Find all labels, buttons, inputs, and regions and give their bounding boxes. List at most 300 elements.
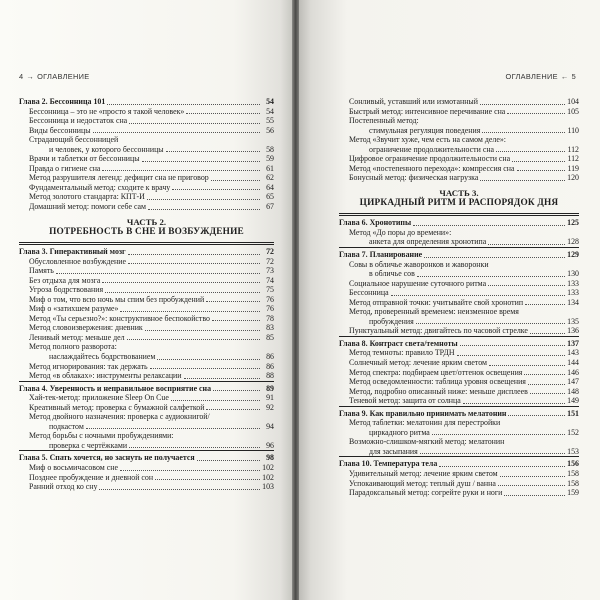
dot-leader — [489, 365, 565, 366]
toc-entry — [339, 488, 579, 498]
dot-leader — [530, 333, 565, 334]
entry-title: Солнечный метод: лечение ярким светом — [349, 357, 488, 367]
toc-entry — [339, 135, 579, 145]
entry-page-number: 128 — [567, 237, 579, 247]
entry-title: Глава 3. Гиперактивный мозг — [19, 246, 126, 256]
dot-leader — [102, 170, 260, 171]
toc-entry — [19, 183, 274, 193]
dot-leader — [148, 209, 260, 210]
dot-leader — [171, 400, 260, 401]
dot-leader — [524, 374, 565, 375]
chapter-rule — [339, 215, 579, 216]
entry-title: Успокаивающий метод: теплый душ / ванна — [349, 478, 496, 488]
entry-page-number: 76 — [266, 294, 274, 304]
left-page — [0, 0, 292, 600]
toc-entry — [19, 192, 274, 202]
dot-leader — [482, 132, 565, 133]
toc-chapter-entry — [339, 409, 579, 419]
dot-leader — [105, 292, 260, 293]
toc-entry-continuation — [339, 447, 579, 457]
dot-leader — [480, 104, 565, 105]
toc-entry-continuation — [339, 126, 579, 136]
toc-entry — [339, 358, 579, 368]
entry-title: Правда о гигиене сна — [29, 163, 101, 173]
entry-title: Глава 8. Контраст света/темноты — [339, 338, 458, 348]
toc-entry-continuation — [339, 145, 579, 155]
entry-title: пробуждения — [369, 316, 414, 326]
entry-page-number: 54 — [266, 97, 274, 106]
dot-leader — [172, 189, 260, 190]
entry-title: Глава 2. Бессонница 101 — [19, 97, 106, 106]
entry-page-number: 159 — [567, 488, 579, 498]
entry-title: Без отдыха для мозга — [29, 275, 101, 285]
toc-entry — [339, 107, 579, 117]
toc-entry-continuation — [19, 422, 274, 432]
chapter-rule — [19, 244, 274, 245]
dot-leader — [213, 390, 260, 391]
dot-leader — [417, 276, 565, 277]
toc-entry-continuation — [19, 441, 274, 451]
entry-title: Глава 5. Спать хочется, но заснуть не получается — [19, 453, 195, 463]
dot-leader — [145, 330, 260, 331]
dot-leader — [212, 320, 260, 321]
dot-leader — [155, 479, 260, 480]
entry-page-number: 92 — [266, 402, 274, 412]
chapter-rule — [339, 456, 579, 457]
entry-page-number: 129 — [567, 249, 579, 259]
entry-title: Метод «До поры до времени»: — [349, 227, 452, 237]
entry-page-number: 105 — [567, 106, 579, 116]
toc-entry — [339, 387, 579, 397]
entry-page-number: 72 — [266, 256, 274, 266]
entry-title: Цифровое ограничение продолжительности сна — [349, 154, 511, 164]
entry-page-number: 133 — [567, 278, 579, 288]
entry-title: Постепенный метод: — [349, 116, 419, 126]
toc-entry — [339, 437, 579, 447]
entry-page-number: 54 — [266, 106, 274, 116]
toc-entry — [19, 473, 274, 483]
toc-entry — [339, 326, 579, 336]
entry-title: Метод спектра: подбираем цвет/оттенок освещения — [349, 367, 523, 377]
entry-title: Позднее пробуждение и дневной сон — [29, 472, 154, 482]
entry-page-number: 61 — [266, 163, 274, 173]
toc-entry — [19, 202, 274, 212]
toc-entry — [19, 482, 274, 492]
dot-leader — [99, 489, 260, 490]
dot-leader — [460, 345, 565, 346]
toc-entry — [19, 323, 274, 333]
toc-chapter-entry — [19, 97, 274, 107]
arrow-left-icon: ← — [560, 72, 569, 81]
entry-page-number: 144 — [567, 357, 579, 367]
entry-title: наслаждайтесь бодрствованием — [49, 351, 156, 361]
entry-page-number: 65 — [266, 192, 274, 202]
dot-leader — [480, 180, 565, 181]
entry-title: Глава 6. Хронотипы — [339, 218, 412, 228]
running-title-right: ОГЛАВЛЕНИЕ — [505, 72, 558, 81]
dot-leader — [507, 113, 565, 114]
entry-title: Метод, подробно описанный ниже: меньше дисплеев — [349, 386, 528, 396]
toc-entry — [339, 377, 579, 387]
entry-page-number: 149 — [567, 396, 579, 406]
toc-entry — [19, 403, 274, 413]
dot-leader — [166, 151, 260, 152]
running-title-left: ОГЛАВЛЕНИЕ — [37, 72, 90, 81]
part-rule — [339, 213, 579, 214]
entry-title: в обличье сов — [369, 269, 415, 279]
entry-title: Память — [29, 266, 54, 276]
dot-leader — [129, 123, 260, 124]
dot-leader — [211, 180, 260, 181]
dot-leader — [56, 273, 260, 274]
entry-title: циркадного ритма — [369, 427, 430, 437]
entry-title: Глава 10. Температура тела — [339, 459, 438, 469]
toc-entry-continuation — [339, 269, 579, 279]
entry-title: Креативный метод: проверка с бумажной салфеткой — [29, 402, 205, 412]
entry-page-number: 146 — [567, 367, 579, 377]
toc-entry — [339, 173, 579, 183]
entry-title: Бессонница и недостаток сна — [29, 116, 128, 126]
toc-chapter-entry — [19, 453, 274, 463]
toc-entry — [339, 279, 579, 289]
toc-entry — [339, 228, 579, 238]
chapter-rule — [339, 336, 579, 337]
entry-page-number: 151 — [567, 408, 579, 418]
entry-title: Глава 7. Планирование — [339, 249, 423, 259]
toc-entry — [19, 173, 274, 183]
entry-title: Метод двойного назначения: проверка с аудиокнигой/ — [29, 412, 210, 422]
toc-entry — [339, 307, 579, 317]
toc-entry — [19, 107, 274, 117]
dot-leader — [488, 285, 565, 286]
dot-leader — [463, 403, 565, 404]
dot-leader — [206, 409, 260, 410]
entry-title: Страдающий бессонницей — [29, 135, 119, 145]
toc-entry — [339, 396, 579, 406]
toc-entry — [19, 463, 274, 473]
toc-right — [339, 97, 579, 498]
entry-page-number: 76 — [266, 304, 274, 314]
entry-title: Метод отправной точки: учитывайте свой хронотип — [349, 297, 524, 307]
entry-title: анкета для определения хронотипа — [369, 237, 487, 247]
entry-title: Возможно-слишком-мягкий метод: мелатонин — [349, 437, 505, 447]
entry-page-number: 72 — [266, 246, 274, 256]
entry-title: стимульная регуляция поведения — [369, 125, 481, 135]
toc-entry — [339, 154, 579, 164]
part-title: ЦИРКАДНЫЙ РИТМ И РАСПОРЯДОК ДНЯ — [359, 198, 559, 209]
dot-leader — [525, 304, 565, 305]
entry-page-number: 104 — [567, 97, 579, 106]
dot-leader — [496, 151, 565, 152]
toc-entry — [19, 135, 274, 145]
page-number-right: 5 — [571, 72, 576, 81]
entry-page-number: 64 — [266, 182, 274, 192]
entry-page-number: 59 — [266, 154, 274, 164]
dot-leader — [86, 428, 260, 429]
entry-page-number: 78 — [266, 313, 274, 323]
entry-page-number: 125 — [567, 218, 579, 228]
toc-entry — [19, 116, 274, 126]
entry-title: Ранний отход ко сну — [29, 482, 98, 492]
dot-leader — [457, 355, 565, 356]
chapter-rule — [339, 406, 579, 407]
dot-leader — [102, 282, 260, 283]
entry-title: Сонливый, уставший или измотанный — [349, 97, 478, 106]
chapter-rule — [339, 247, 579, 248]
entry-page-number: 85 — [266, 332, 274, 342]
part-label: ЧАСТЬ 3. — [439, 187, 479, 198]
entry-page-number: 58 — [266, 144, 274, 154]
entry-title: Метод осведомленности: таблица уровня освещения — [349, 377, 526, 387]
toc-entry — [339, 348, 579, 358]
toc-chapter-entry — [19, 384, 274, 394]
toc-chapter-entry — [339, 218, 579, 228]
dot-leader — [439, 466, 565, 467]
entry-title: Миф о том, что всю ночь мы спим без пробуждений — [29, 294, 205, 304]
entry-title: Метод «постепенного перехода»: компрессия сна — [349, 163, 515, 173]
entry-title: Быстрый метод: интенсивное перечивание сна — [349, 106, 506, 116]
entry-page-number: 112 — [567, 154, 579, 164]
entry-title: Метод «Ты серьезно?»: конструктивное беспокойство — [29, 313, 210, 323]
dot-leader — [488, 244, 565, 245]
entry-title: Метод полного разворота: — [29, 342, 117, 352]
entry-page-number: 103 — [262, 482, 274, 492]
entry-title: для засыпания — [369, 446, 418, 456]
entry-title: Метод «Звучит хуже, чем есть на самом деле»: — [349, 135, 506, 145]
toc-entry — [19, 371, 274, 381]
dot-leader — [107, 104, 260, 105]
toc-entry-continuation — [19, 145, 274, 155]
entry-title: Домашний метод: помоги себе сам — [29, 202, 147, 212]
dot-leader — [413, 225, 565, 226]
entry-title: Врачи и таблетки от бессонницы — [29, 154, 140, 164]
entry-page-number: 130 — [567, 269, 579, 279]
entry-page-number: 110 — [567, 125, 579, 135]
entry-title: Пунктуальный метод: двигайтесь по часовой стрелке — [349, 326, 528, 336]
dot-leader — [500, 476, 565, 477]
toc-entry — [19, 257, 274, 267]
toc-entry — [19, 342, 274, 352]
toc-entry — [339, 260, 579, 270]
entry-page-number: 91 — [266, 393, 274, 403]
entry-page-number: 83 — [266, 323, 274, 333]
dot-leader — [512, 161, 565, 162]
entry-page-number: 112 — [567, 144, 579, 154]
entry-title: Совы в обличье жаворонков и жаворонки — [349, 259, 489, 269]
right-page — [299, 0, 600, 600]
part-label: ЧАСТЬ 2. — [126, 216, 167, 227]
toc-entry — [339, 479, 579, 489]
dot-leader — [142, 161, 260, 162]
entry-title: Парадоксальный метод: согрейте руки и ноги — [349, 488, 503, 498]
dot-leader — [147, 199, 260, 200]
entry-title: ограничение продолжительности сна — [369, 144, 495, 154]
toc-entry — [339, 116, 579, 126]
entry-title: Миф о восьмичасовом сне — [29, 463, 118, 472]
entry-title: Метод словоизвержения: дневник — [29, 323, 143, 333]
entry-title: и человек, у которого бессонницы — [49, 144, 164, 154]
entry-title: Метод борьбы с ночными пробуждениями: — [29, 431, 174, 441]
toc-chapter-entry — [19, 247, 274, 257]
entry-page-number: 73 — [266, 266, 274, 276]
entry-title: Ленивый метод: меньше дел — [29, 332, 125, 342]
part-heading — [339, 188, 579, 208]
part-title: ПОТРЕБНОСТЬ В СНЕ И ВОЗБУЖДЕНИЕ — [49, 226, 244, 237]
toc-entry — [339, 97, 579, 107]
entry-page-number: 135 — [567, 316, 579, 326]
dot-leader — [206, 301, 260, 302]
entry-page-number: 133 — [567, 288, 579, 298]
dot-leader — [120, 311, 260, 312]
entry-page-number: 143 — [567, 348, 579, 358]
toc-chapter-entry — [339, 250, 579, 260]
entry-page-number: 86 — [266, 351, 274, 361]
entry-page-number: 136 — [567, 326, 579, 336]
entry-title: Метод разрушителя легенд: дефицит сна не приговор — [29, 173, 209, 183]
toc-entry — [19, 431, 274, 441]
dot-leader — [416, 323, 565, 324]
dot-leader — [157, 359, 260, 360]
dot-leader — [120, 470, 260, 471]
entry-title: Фундаментальный метод: сходите к врачу — [29, 182, 171, 192]
entry-page-number: 152 — [567, 427, 579, 437]
dot-leader — [498, 485, 565, 486]
entry-page-number: 156 — [567, 459, 579, 469]
entry-page-number: 86 — [266, 361, 274, 371]
toc-entry-continuation — [339, 237, 579, 247]
dot-leader — [150, 368, 260, 369]
dot-leader — [504, 495, 565, 496]
entry-page-number: 158 — [567, 469, 579, 478]
entry-page-number: 55 — [266, 116, 274, 126]
entry-page-number: 56 — [266, 125, 274, 135]
entry-page-number: 94 — [266, 421, 274, 431]
dot-leader — [530, 393, 565, 394]
entry-title: Глава 9. Как правильно принимать мелатонин — [339, 408, 507, 418]
entry-page-number: 74 — [266, 275, 274, 285]
entry-title: Теневой метод: защита от солнца — [349, 396, 461, 406]
entry-title: Обусловленное возбуждение — [29, 256, 126, 266]
toc-chapter-entry — [339, 339, 579, 349]
entry-page-number: 102 — [262, 463, 274, 472]
entry-page-number: 88 — [266, 371, 274, 381]
entry-title: проверка с чертёжками — [49, 440, 128, 450]
dot-leader — [432, 434, 565, 435]
entry-page-number: 119 — [567, 163, 579, 173]
toc-entry — [19, 276, 274, 286]
page-number-left: 4 — [19, 72, 24, 81]
toc-entry-continuation — [339, 428, 579, 438]
toc-entry — [19, 154, 274, 164]
dot-leader — [528, 384, 565, 385]
toc-entry — [19, 314, 274, 324]
toc-entry — [19, 126, 274, 136]
toc-entry — [339, 298, 579, 308]
entry-page-number: 98 — [266, 453, 274, 463]
toc-entry — [19, 285, 274, 295]
entry-page-number: 120 — [567, 173, 579, 183]
toc-entry — [19, 333, 274, 343]
toc-entry — [339, 164, 579, 174]
entry-page-number: 153 — [567, 446, 579, 456]
toc-entry — [19, 362, 274, 372]
entry-page-number: 134 — [567, 297, 579, 307]
entry-title: Миф о «затихшем разуме» — [29, 304, 119, 314]
toc-entry — [19, 266, 274, 276]
toc-entry — [339, 288, 579, 298]
toc-entry — [19, 164, 274, 174]
book-spine — [292, 0, 299, 600]
toc-left — [19, 97, 274, 492]
chapter-rule — [19, 381, 274, 382]
entry-title: Виды бессонницы — [29, 125, 91, 135]
toc-entry — [19, 412, 274, 422]
arrow-right-icon: → — [26, 72, 35, 81]
dot-leader — [129, 447, 260, 448]
toc-entry — [339, 368, 579, 378]
entry-title: Угроза бодрствования — [29, 285, 104, 295]
toc-entry-continuation — [339, 317, 579, 327]
part-heading — [19, 217, 274, 237]
entry-page-number: 67 — [266, 202, 274, 212]
dot-leader — [197, 460, 260, 461]
entry-title: Метод «в облаках»: инструменты релаксации — [29, 371, 182, 381]
entry-page-number: 89 — [266, 383, 274, 393]
entry-title: Глава 4. Уверенность и неправильное восприятие сна — [19, 383, 212, 393]
entry-title: Хай-тек-метод: приложение Sleep On Cue — [29, 393, 169, 403]
toc-entry-continuation — [19, 352, 274, 362]
entry-page-number: 96 — [266, 440, 274, 450]
entry-title: Метод игнорирования: так держать — [29, 361, 148, 371]
dot-leader — [424, 257, 565, 258]
dot-leader — [184, 378, 261, 379]
dot-leader — [420, 453, 565, 454]
entry-title: Бонусный метод: физическая нагрузка — [349, 173, 479, 183]
toc-entry — [19, 295, 274, 305]
dot-leader — [128, 263, 260, 264]
entry-page-number: 147 — [567, 377, 579, 387]
entry-title: Социальное нарушение суточного ритма — [349, 278, 487, 288]
entry-page-number: 102 — [262, 472, 274, 482]
toc-entry — [339, 418, 579, 428]
part-rule — [19, 242, 274, 243]
dot-leader — [127, 339, 260, 340]
chapter-rule — [19, 450, 274, 451]
running-head-left — [19, 72, 89, 81]
entry-title: Метод, проверенный временем: неизменное время — [349, 307, 519, 317]
dot-leader — [93, 132, 260, 133]
running-head-right — [506, 72, 576, 81]
dot-leader — [508, 415, 565, 416]
toc-entry — [19, 393, 274, 403]
entry-page-number: 137 — [567, 338, 579, 348]
dot-leader — [391, 295, 565, 296]
dot-leader — [517, 170, 565, 171]
entry-title: подкастом — [49, 421, 84, 431]
entry-page-number: 148 — [567, 386, 579, 396]
toc-chapter-entry — [339, 459, 579, 469]
entry-title: Метод темноты: правило ТРДН — [349, 348, 455, 358]
toc-entry — [339, 469, 579, 479]
entry-title: Бессонница – это не «просто я такой человек» — [29, 106, 185, 116]
entry-title: Метод таблетки: мелатонин для перестройки — [349, 418, 501, 428]
dot-leader — [128, 254, 260, 255]
dot-leader — [186, 113, 260, 114]
entry-page-number: 75 — [266, 285, 274, 295]
entry-page-number: 62 — [266, 173, 274, 183]
entry-page-number: 158 — [567, 478, 579, 488]
entry-title: Бессонница — [349, 288, 389, 298]
